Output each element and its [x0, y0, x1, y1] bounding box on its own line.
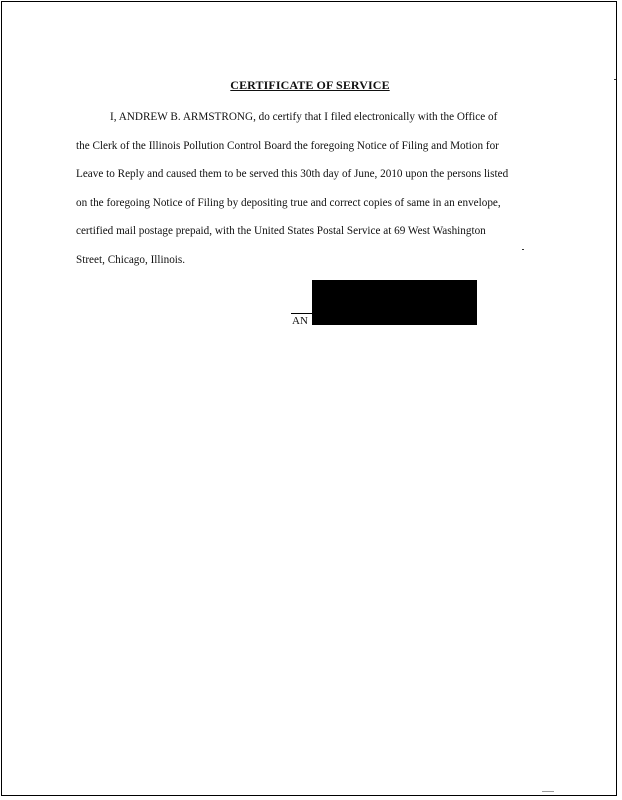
- scan-speck: [522, 249, 524, 250]
- document-title: CERTIFICATE OF SERVICE: [230, 78, 390, 92]
- scan-speck: [542, 791, 554, 792]
- body-line-5: certified mail postage prepaid, with the United States Postal Service at 69 West Washington: [76, 225, 486, 237]
- certificate-body: [76, 103, 554, 274]
- document-page: [1, 1, 617, 796]
- body-line-3: Leave to Reply and caused them to be served this 30th day of June, 2010 upon the persons listed: [76, 168, 509, 180]
- scan-speck: [614, 79, 616, 80]
- body-line-4: on the foregoing Notice of Filing by depositing true and correct copies of same in an envelope,: [76, 196, 501, 209]
- body-line-2: the Clerk of the Illinois Pollution Control Board the foregoing Notice of Filing and Motion for: [76, 139, 499, 152]
- redaction-box: [312, 280, 477, 325]
- signature-name-start: AN: [292, 315, 308, 327]
- body-line-6: Street, Chicago, Illinois.: [76, 253, 186, 266]
- body-line-1: I, ANDREW B. ARMSTRONG, do certify that I filed electronically with the Office of: [110, 111, 498, 123]
